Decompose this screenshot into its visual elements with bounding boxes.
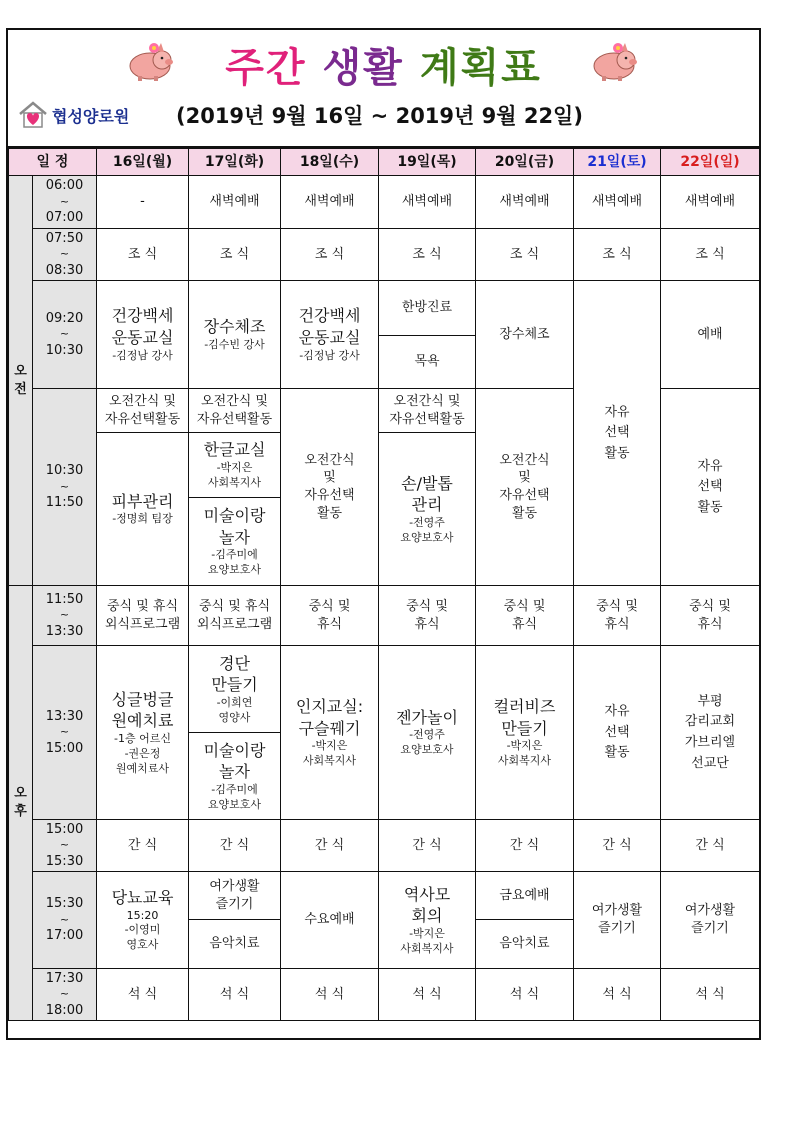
schedule-cell: 새벽예배 <box>574 176 661 229</box>
schedule-cell: 중식 및 휴식 <box>476 586 574 646</box>
table-row <box>9 586 760 646</box>
org-label <box>18 100 129 130</box>
page-title <box>8 36 759 93</box>
schedule-cell: 목욕 <box>379 336 476 389</box>
schedule-cell: 중식 및 휴식 <box>379 586 476 646</box>
schedule-cell: 조 식 <box>476 229 574 281</box>
schedule-cell: 피부관리 -정명희 팀장 <box>97 433 189 586</box>
schedule-cell: 중식 및 휴식 <box>281 586 379 646</box>
schedule-cell: 금요예배 <box>476 872 574 920</box>
time-cell: 09:20 ~ 10:30 <box>33 281 97 389</box>
org-name: 협성양로원 <box>52 106 130 126</box>
time-cell: 13:30 ~ 15:00 <box>33 646 97 820</box>
day-header: 20일(금) <box>476 149 574 176</box>
schedule-cell: 간 식 <box>476 820 574 872</box>
schedule-cell: 여가생활 즐기기 <box>574 872 661 969</box>
table-row <box>9 872 760 920</box>
schedule-cell: 조 식 <box>97 229 189 281</box>
schedule-cell: 오전간식 및 자유선택 활동 <box>281 389 379 586</box>
schedule-cell: 음악치료 <box>189 920 281 969</box>
schedule-cell: 당뇨교육 15:20 -이영미 영호사 <box>97 872 189 969</box>
time-cell: 15:00 ~ 15:30 <box>33 820 97 872</box>
schedule-cell: 경단 만들기 -이희연 영양사 <box>189 646 281 733</box>
schedule-cell: 미술이랑 놀자 -김주미에 요양보호사 <box>189 733 281 820</box>
table-row <box>9 281 760 336</box>
table-row <box>9 229 760 281</box>
schedule-cell: 간 식 <box>661 820 760 872</box>
schedule-cell: 인지교실: 구슬꿰기 -박지은 사회복지사 <box>281 646 379 820</box>
day-header-sunday: 22일(일) <box>661 149 760 176</box>
time-cell: 15:30 ~ 17:00 <box>33 872 97 969</box>
pig-icon <box>590 38 638 82</box>
day-header-row <box>9 149 760 176</box>
schedule-cell: 오전간식 및 자유선택활동 <box>189 389 281 433</box>
schedule-cell: 여가생활 즐기기 <box>661 872 760 969</box>
time-cell: 10:30 ~ 11:50 <box>33 389 97 586</box>
schedule-cell: 중식 및 휴식 <box>661 586 760 646</box>
schedule-cell: - <box>97 176 189 229</box>
schedule-cell: 역사모 회의 -박지은 사회복지사 <box>379 872 476 969</box>
weekly-schedule-table <box>8 148 760 1021</box>
schedule-cell: 중식 및 휴식 <box>574 586 661 646</box>
house-heart-logo-icon <box>18 101 48 129</box>
schedule-cell: 새벽예배 <box>661 176 760 229</box>
title-part-2: 생활 <box>322 45 404 91</box>
pm-label: 오후 <box>9 586 33 1021</box>
table-row <box>9 820 760 872</box>
schedule-cell: 장수체조 -김수빈 강사 <box>189 281 281 389</box>
schedule-cell: 자유 선택 활동 <box>574 646 661 820</box>
schedule-cell: 건강백세 운동교실 -김정남 강사 <box>281 281 379 389</box>
title-part-3: 계획표 <box>419 45 542 91</box>
schedule-cell: 새벽예배 <box>281 176 379 229</box>
schedule-cell: 조 식 <box>189 229 281 281</box>
table-row <box>9 969 760 1021</box>
schedule-cell: 자유 선택 활동 <box>574 281 661 586</box>
schedule-cell: 예배 <box>661 281 760 389</box>
schedule-cell: 싱글벙글 원예치료 -1층 어르신 -권은정 원예치료사 <box>97 646 189 820</box>
table-row <box>9 176 760 229</box>
day-header: 19일(목) <box>379 149 476 176</box>
time-cell: 07:50 ~ 08:30 <box>33 229 97 281</box>
schedule-cell: 조 식 <box>379 229 476 281</box>
schedule-cell: 새벽예배 <box>379 176 476 229</box>
schedule-cell: 중식 및 휴식 외식프로그램 <box>97 586 189 646</box>
schedule-cell: 조 식 <box>661 229 760 281</box>
schedule-cell: 한방진료 <box>379 281 476 336</box>
schedule-cell: 중식 및 휴식 외식프로그램 <box>189 586 281 646</box>
schedule-cell: 손/발톱 관리 -전영주 요양보호사 <box>379 433 476 586</box>
schedule-cell: 간 식 <box>281 820 379 872</box>
table-row <box>9 646 760 733</box>
schedule-cell: 석 식 <box>476 969 574 1021</box>
schedule-cell: 여가생활 즐기기 <box>189 872 281 920</box>
schedule-cell: 젠가놀이 -전영주 요양보호사 <box>379 646 476 820</box>
schedule-cell: 자유 선택 활동 <box>661 389 760 586</box>
schedule-cell: 간 식 <box>379 820 476 872</box>
schedule-cell: 건강백세 운동교실 -김정남 강사 <box>97 281 189 389</box>
header <box>8 30 759 148</box>
schedule-cell: 석 식 <box>189 969 281 1021</box>
schedule-cell: 컬러비즈 만들기 -박지은 사회복지사 <box>476 646 574 820</box>
schedule-cell: 미술이랑 놀자 -김주미에 요양보호사 <box>189 498 281 586</box>
schedule-cell: 석 식 <box>574 969 661 1021</box>
schedule-cell: 오전간식 및 자유선택활동 <box>97 389 189 433</box>
schedule-cell: 조 식 <box>574 229 661 281</box>
schedule-cell: 석 식 <box>379 969 476 1021</box>
schedule-cell: 새벽예배 <box>476 176 574 229</box>
schedule-cell: 오전간식 및 자유선택 활동 <box>476 389 574 586</box>
schedule-cell: 오전간식 및 자유선택활동 <box>379 389 476 433</box>
schedule-cell: 석 식 <box>661 969 760 1021</box>
time-cell: 17:30 ~ 18:00 <box>33 969 97 1021</box>
schedule-cell: 장수체조 <box>476 281 574 389</box>
schedule-cell: 석 식 <box>97 969 189 1021</box>
schedule-cell: 수요예배 <box>281 872 379 969</box>
schedule-cell: 조 식 <box>281 229 379 281</box>
am-label: 오전 <box>9 176 33 586</box>
schedule-cell: 부평 감리교회 가브리엘 선교단 <box>661 646 760 820</box>
day-header-saturday: 21일(토) <box>574 149 661 176</box>
schedule-cell: 간 식 <box>97 820 189 872</box>
title-part-1: 주간 <box>225 45 307 91</box>
schedule-cell: 석 식 <box>281 969 379 1021</box>
date-range: (2019년 9월 16일 ~ 2019년 9월 22일) <box>176 104 583 128</box>
schedule-cell: 음악치료 <box>476 920 574 969</box>
schedule-cell: 한글교실 -박지은 사회복지사 <box>189 433 281 498</box>
day-header: 18일(수) <box>281 149 379 176</box>
day-header: 17일(화) <box>189 149 281 176</box>
schedule-label: 일 정 <box>9 149 97 176</box>
schedule-cell: 간 식 <box>189 820 281 872</box>
day-header: 16일(월) <box>97 149 189 176</box>
time-cell: 06:00 ~ 07:00 <box>33 176 97 229</box>
schedule-cell: 간 식 <box>574 820 661 872</box>
time-cell: 11:50 ~ 13:30 <box>33 586 97 646</box>
schedule-cell: 새벽예배 <box>189 176 281 229</box>
schedule-sheet <box>6 28 761 1040</box>
